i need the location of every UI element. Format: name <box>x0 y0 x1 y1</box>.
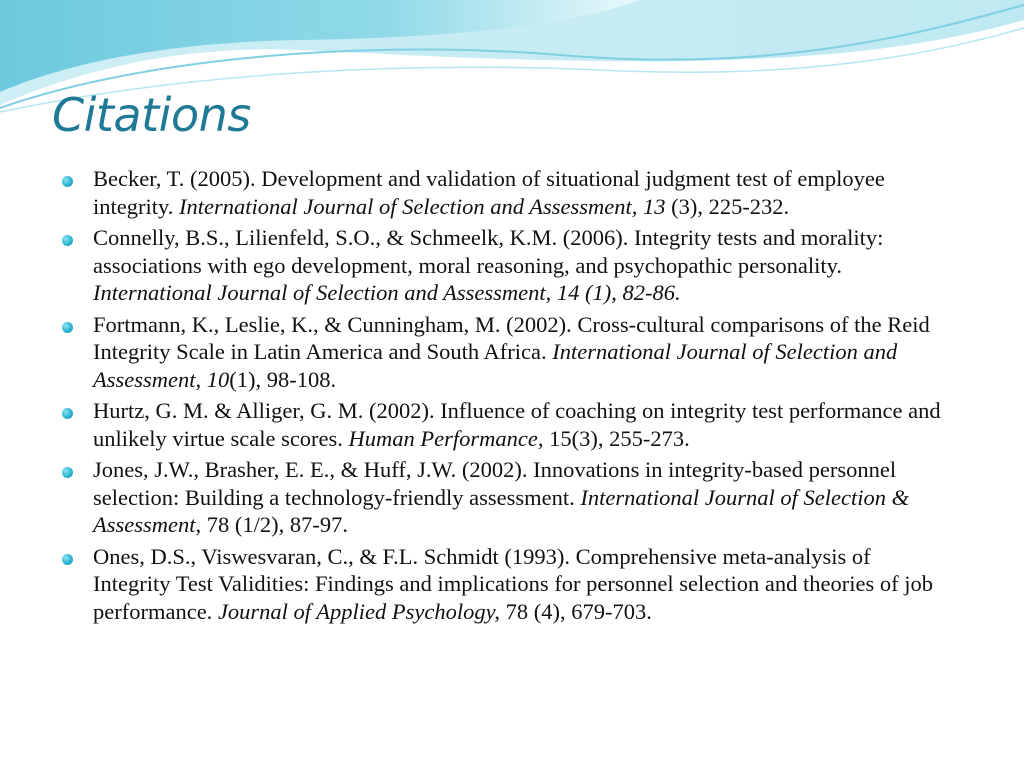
citation-text: Jones, J.W., Brasher, E. E., & Huff, J.W. (2002). Innovations in integrity-based personnel selection: Building a technology-friendly assessment. <box>93 457 897 510</box>
citation-item <box>62 311 942 394</box>
bullet-icon <box>62 176 73 187</box>
citation-journal: International Journal of Selection & Assessment, <box>93 484 910 537</box>
citation-journal: Journal of Applied Psychology, <box>217 598 500 624</box>
citation-journal: International Journal of Selection and Assessment, 10 <box>93 339 898 392</box>
citation-text: Hurtz, G. M. & Alliger, G. M. (2002). Influence of coaching on integrity test performance and unlikely virtue scale scores. <box>93 398 941 451</box>
citation-volume: (3), 225-232. <box>665 193 790 219</box>
citation-volume: 15(3), 255-273. <box>543 425 690 451</box>
citation-volume: 78 (1/2), 87-97. <box>201 512 348 537</box>
bullet-icon <box>62 322 73 333</box>
citation-text: Connelly, B.S., Lilienfeld, S.O., & Schmeelk, K.M. (2006). Integrity tests and morality: associations with ego development, moral reasoning, and psychopathic personality. <box>93 225 884 278</box>
citation-volume: 78 (4), 679-703. <box>499 598 652 624</box>
citation-text: Becker, T. (2005). Development and validation of situational judgment test of employee integrity. <box>93 166 885 219</box>
citation-text: Ones, D.S., Viswesvaran, C., & F.L. Schmidt (1993). Comprehensive meta-analysis of Integrity Test Validities: Findings and implications for personnel selection and theories of job performance. <box>93 543 933 624</box>
citation-volume: (1), 98-108. <box>229 366 337 392</box>
bullet-icon <box>62 408 73 419</box>
slide-title: Citations <box>52 88 251 142</box>
bullet-icon <box>62 554 73 565</box>
bullet-icon <box>62 235 73 246</box>
citation-item <box>62 543 942 626</box>
citation-item <box>62 456 942 539</box>
bullet-icon <box>62 467 73 478</box>
citation-journal: International Journal of Selection and Assessment, 13 <box>179 193 666 219</box>
citation-item <box>62 165 942 220</box>
citation-journal: International Journal of Selection and Assessment, 14 (1), 82-86. <box>93 280 681 305</box>
citation-item <box>62 224 942 307</box>
citation-text: Fortmann, K., Leslie, K., & Cunningham, M. (2002). Cross-cultural comparisons of the Reid Integrity Scale in Latin America and South Africa. <box>93 311 930 364</box>
citation-list <box>62 165 942 629</box>
citation-item <box>62 397 942 452</box>
citation-journal: Human Performance, <box>348 425 544 451</box>
